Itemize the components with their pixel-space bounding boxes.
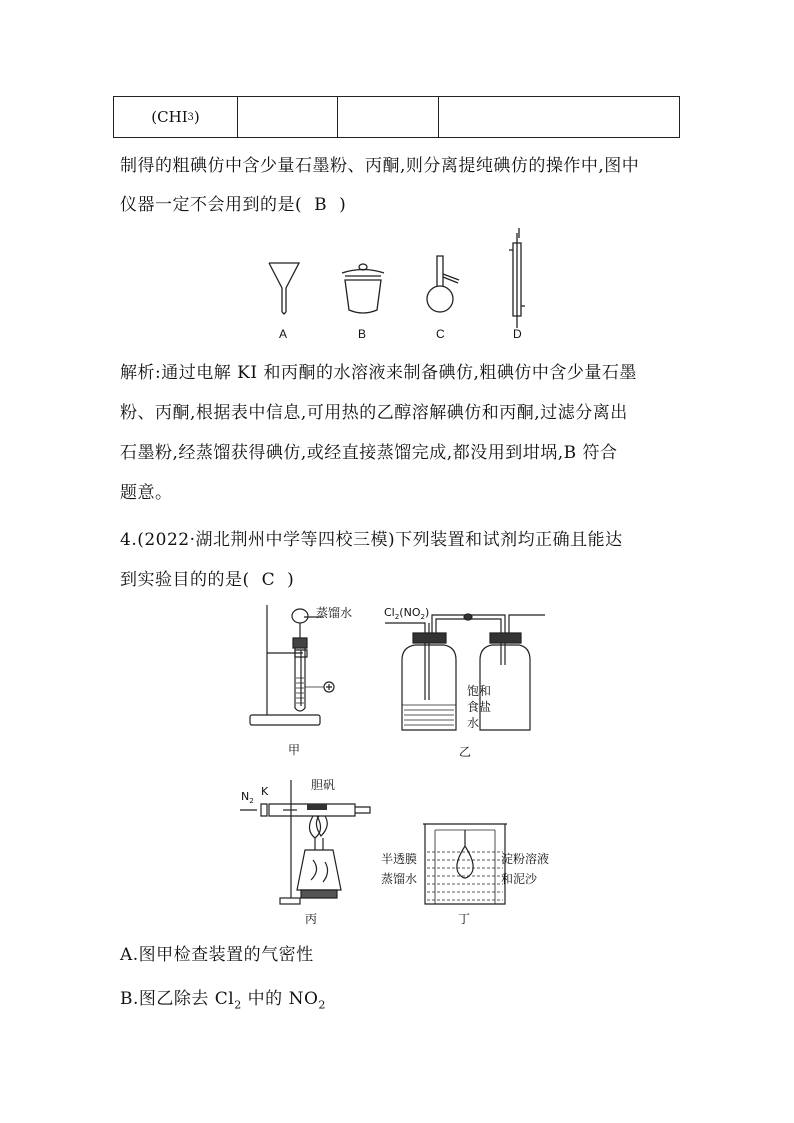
analysis-text: 解析:通过电解 KI 和丙酮的水溶液来制备碘仿,粗碘仿中含少量石墨 xyxy=(120,363,637,383)
label-blue-vitriol: 胆矾 xyxy=(311,778,336,792)
label-starch-solution: 淀粉溶液 xyxy=(501,852,550,866)
label-gas-mixture: $Cl_2(NO_2)$ xyxy=(384,606,430,622)
question-text: 仪器一定不会用到的是( B ) xyxy=(120,195,347,215)
figure-label-b: B xyxy=(358,327,367,341)
label-starch-solution: 和泥沙 xyxy=(501,872,538,886)
label-nitrogen: $N_2$ xyxy=(241,790,254,806)
label-semipermeable-membrane: 半透膜 xyxy=(381,852,418,866)
condenser-icon xyxy=(509,228,525,328)
data-table-fragment xyxy=(113,96,680,138)
option-a: A.图甲检查装置的气密性 xyxy=(120,945,314,965)
figure-caption-ding: 丁 xyxy=(458,912,471,926)
label-valve-k: K xyxy=(261,785,269,798)
crucible-icon xyxy=(342,264,384,313)
answer-letter: C xyxy=(261,570,276,590)
question-text: 4.(2022·湖北荆州中学等四校三模)下列装置和试剂均正确且能达 xyxy=(120,530,623,550)
apparatus-figure xyxy=(255,228,545,346)
analysis-text: 题意。 xyxy=(120,483,173,503)
option-b: B.图乙除去 $Cl_2$ 中的 $NO_2$ xyxy=(120,989,326,1012)
table-cell-empty xyxy=(238,97,338,137)
distillation-flask-icon xyxy=(427,256,459,312)
analysis-text: 石墨粉,经蒸馏获得碘仿,或经直接蒸馏完成,都没用到坩埚,B 符合 xyxy=(120,443,618,463)
question-text: 制得的粗碘仿中含少量石墨粉、丙酮,则分离提纯碘仿的操作中,图中 xyxy=(120,156,640,176)
label-saturated-brine: 饱和 xyxy=(467,684,492,698)
figure-label-c: C xyxy=(436,327,445,341)
table-cell-empty xyxy=(439,97,679,137)
question-text: 到实验目的的是( C ) xyxy=(120,570,295,590)
figure-ding-apparatus xyxy=(415,818,515,908)
label-saturated-brine: 水 xyxy=(467,716,480,730)
figure-bing-apparatus xyxy=(235,780,385,910)
funnel-icon xyxy=(269,263,299,314)
table-cell-empty xyxy=(338,97,439,137)
figure-caption-bing: 丙 xyxy=(305,912,318,926)
figure-yi-apparatus xyxy=(380,605,550,740)
label-distilled-water: 蒸馏水 xyxy=(316,606,353,620)
table-cell-formula: (CHI 3 ) xyxy=(114,97,238,137)
figure-label-d: D xyxy=(513,327,522,341)
figure-caption-yi: 乙 xyxy=(459,745,472,759)
analysis-text: 粉、丙酮,根据表中信息,可用热的乙醇溶解碘仿和丙酮,过滤分离出 xyxy=(120,403,628,423)
figure-caption-jia: 甲 xyxy=(288,743,301,757)
figure-label-a: A xyxy=(279,327,288,341)
label-distilled-water: 蒸馏水 xyxy=(381,872,418,886)
answer-letter: B xyxy=(314,195,328,215)
label-saturated-brine: 食盐 xyxy=(467,700,492,714)
